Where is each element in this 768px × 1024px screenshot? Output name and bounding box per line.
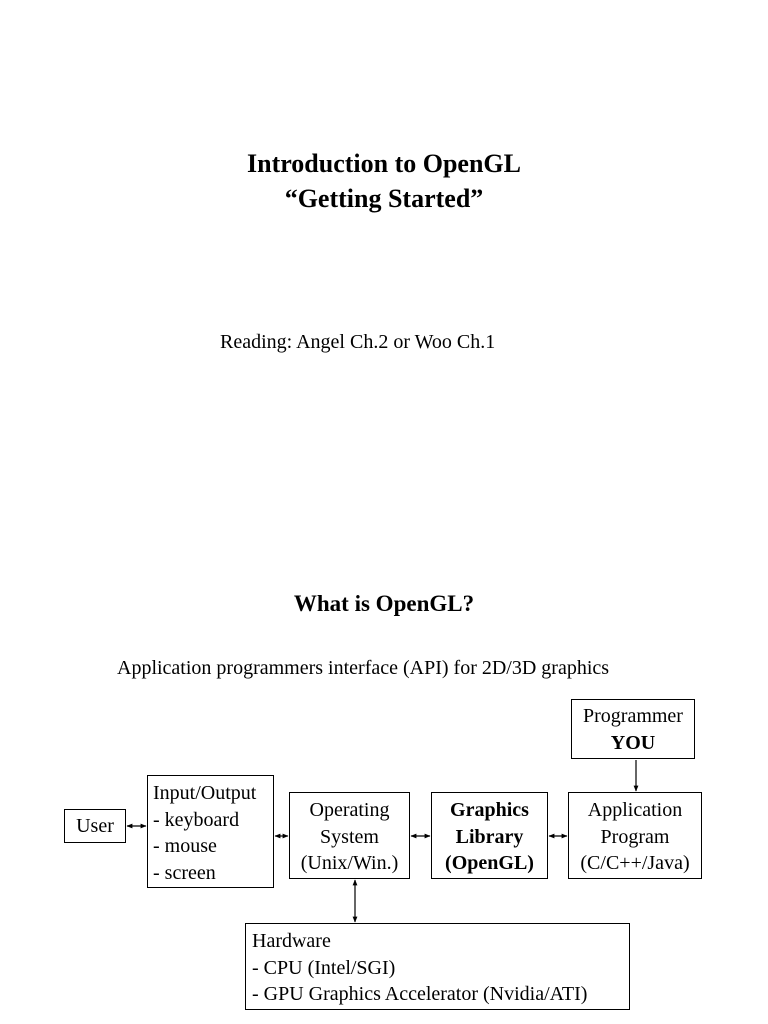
hardware-item-gpu: - GPU Graphics Accelerator (Nvidia/ATI): [252, 983, 588, 1005]
slide-title-line2: “Getting Started”: [284, 184, 484, 213]
application-program-box: [568, 792, 702, 879]
os-line3: (Unix/Win.): [300, 852, 399, 874]
app-line1: Application: [587, 799, 683, 821]
app-line2: Program: [600, 825, 670, 848]
slide-title-line1: Introduction to OpenGL: [246, 149, 521, 178]
section-subtitle: Application programmers interface (API) for 2D/3D graphics: [117, 657, 610, 679]
graphics-library-box: [431, 792, 548, 879]
reading-text: Reading: Angel Ch.2 or Woo Ch.1: [220, 331, 496, 353]
os-line1: Operating: [309, 799, 390, 821]
input-output-box: [147, 775, 274, 888]
programmer-line1: Programmer: [583, 705, 683, 727]
hardware-title: Hardware: [252, 930, 331, 952]
operating-system-box: [289, 792, 410, 879]
gl-line1: Graphics: [450, 799, 529, 821]
user-box: [64, 809, 126, 843]
io-title: Input/Output: [153, 782, 257, 804]
io-item-keyboard: - keyboard: [153, 808, 240, 831]
hardware-item-cpu: - CPU (Intel/SGI): [252, 956, 396, 979]
user-label: User: [76, 815, 114, 837]
programmer-box: [571, 699, 695, 759]
gl-line2: Library: [455, 825, 524, 848]
gl-line3: (OpenGL): [445, 852, 534, 874]
os-line2: System: [320, 825, 379, 848]
hardware-box: [245, 923, 630, 1010]
io-item-mouse: - mouse: [153, 835, 217, 857]
programmer-line2: YOU: [610, 731, 656, 754]
io-item-screen: - screen: [153, 861, 216, 884]
section-heading: What is OpenGL?: [293, 591, 475, 616]
app-line3: (C/C++/Java): [580, 852, 690, 874]
